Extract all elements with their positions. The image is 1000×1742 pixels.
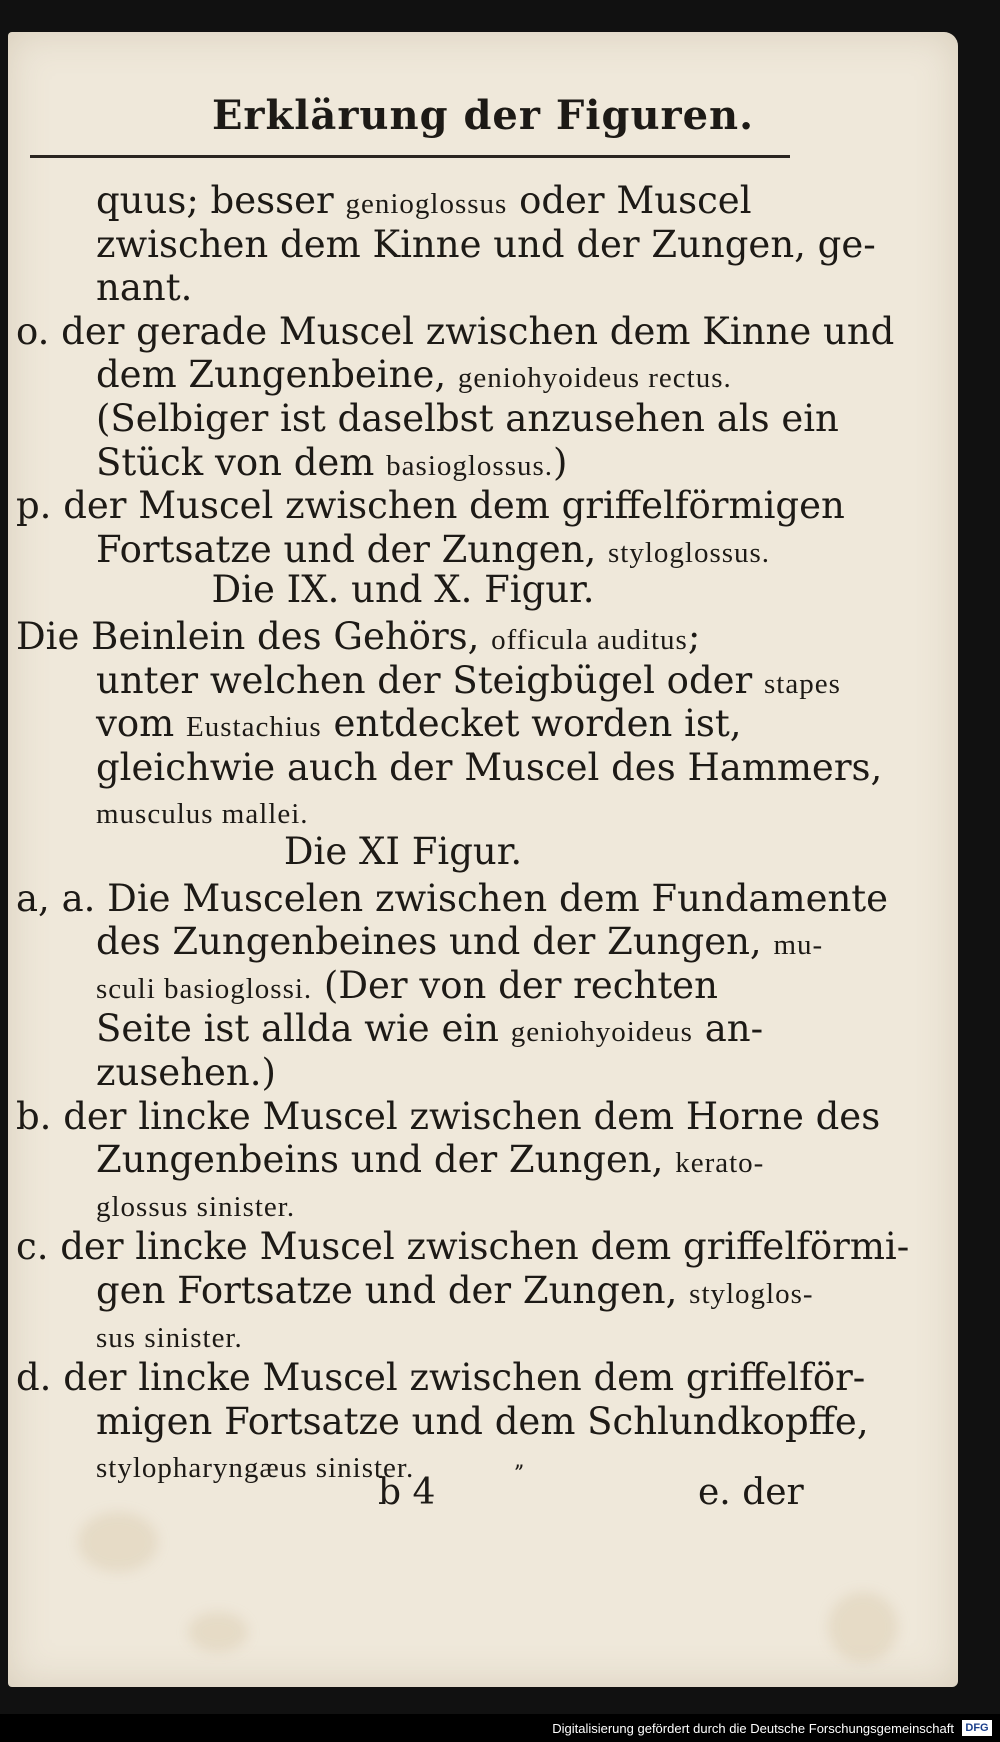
text-span: Fortsatze und der Zungen,	[96, 527, 608, 571]
text-span: a, a. Die Muscelen zwischen dem Fundamente	[16, 876, 889, 920]
text-line	[96, 1007, 764, 1051]
text-line	[96, 658, 841, 702]
latin-term: Eustachius	[186, 711, 322, 744]
text-span: oder Muscel	[507, 179, 752, 222]
text-span: Zungenbeins und der Zungen,	[96, 1138, 676, 1182]
signature-mark: b 4	[378, 1472, 436, 1513]
figure-heading: Die XI Figur.	[283, 830, 523, 873]
text-line	[96, 1316, 243, 1353]
text-line	[16, 615, 701, 658]
text-line	[96, 1138, 765, 1182]
latin-term: kerato-	[675, 1147, 765, 1180]
text-span: Die Beinlein des Gehörs,	[16, 615, 492, 658]
text-span: dem Zungenbeine,	[96, 353, 458, 397]
text-span: zusehen.)	[96, 1051, 276, 1094]
text-line	[96, 1399, 869, 1443]
text-span: gleichwie auch der Muscel des Hammers,	[96, 745, 883, 789]
digitization-credit: Digitalisierung gefördert durch die Deutsche Forschungsgemeinschaft	[552, 1721, 954, 1736]
text-span: Stück von dem	[96, 440, 387, 484]
text-line	[96, 527, 771, 571]
text-line	[16, 876, 889, 920]
text-span: )	[553, 440, 568, 484]
latin-term: stylopharyngæus sinister.	[96, 1452, 415, 1485]
latin-term: sus sinister.	[96, 1321, 243, 1354]
text-line	[16, 1225, 910, 1269]
text-line	[16, 1356, 866, 1400]
text-span: p. der Muscel zwischen dem griffelförmigen	[16, 484, 845, 528]
latin-term: geniohyoideus rectus.	[457, 362, 732, 395]
latin-term: genioglossus	[345, 188, 508, 220]
text-span: migen Fortsatze und dem Schlundkopffe,	[96, 1399, 869, 1443]
paper-stain	[188, 1612, 248, 1652]
latin-term: stapes	[763, 667, 841, 700]
catchword: e. der	[698, 1472, 804, 1513]
text-span: (Der von der rechten	[312, 963, 718, 1007]
figure-heading: Die IX. und X. Figur.	[211, 568, 595, 612]
text-span: unter welchen der Steigbügel oder	[96, 658, 764, 702]
text-line	[96, 792, 309, 829]
text-line	[16, 309, 895, 353]
text-line	[96, 1185, 295, 1222]
text-span: c. der lincke Muscel zwischen dem griffelförmi-	[16, 1225, 910, 1269]
text-line	[16, 1094, 881, 1138]
text-span: vom	[96, 702, 187, 746]
latin-term: glossus sinister.	[96, 1190, 296, 1223]
text-line	[96, 397, 839, 440]
text-span: zwischen dem Kinne und der Zungen, ge-	[96, 222, 876, 266]
text-line	[96, 179, 752, 222]
text-line	[96, 222, 876, 266]
latin-term: officula auditus	[491, 624, 688, 656]
header-rule	[30, 155, 790, 158]
text-span: nant.	[96, 266, 193, 310]
text-line	[96, 963, 718, 1007]
book-page	[8, 32, 958, 1687]
text-span: o. der gerade Muscel zwischen dem Kinne und	[16, 309, 895, 353]
text-line	[96, 440, 568, 484]
latin-term: geniohyoideus	[510, 1016, 693, 1049]
text-line	[96, 745, 883, 789]
text-line	[96, 353, 732, 397]
text-span: Seite ist allda wie ein	[96, 1007, 511, 1051]
text-line	[96, 1051, 276, 1094]
paper-stain	[78, 1512, 158, 1572]
text-line	[96, 1446, 414, 1483]
ornament-mark: ˮ	[513, 1462, 524, 1487]
latin-term: styloglossus.	[607, 536, 771, 569]
text-span: (Selbiger ist daselbst anzusehen als ein	[96, 397, 839, 440]
text-span: ;	[687, 615, 701, 658]
paper-stain	[828, 1592, 898, 1662]
text-span: b. der lincke Muscel zwischen dem Horne des	[16, 1094, 881, 1138]
text-line	[96, 920, 824, 964]
dfg-logo: DFG	[962, 1720, 992, 1736]
text-span: gen Fortsatze und der Zungen,	[96, 1269, 690, 1312]
text-span: des Zungenbeines und der Zungen,	[96, 920, 774, 964]
latin-term: musculus mallei.	[96, 798, 309, 831]
latin-term: mu-	[773, 929, 824, 962]
text-line	[96, 702, 742, 746]
footer-bar	[0, 1714, 1000, 1742]
latin-term: basioglossus.	[386, 449, 554, 482]
text-span: d. der lincke Muscel zwischen dem griffelför-	[16, 1356, 866, 1400]
text-line	[16, 484, 845, 528]
text-line	[96, 1269, 814, 1312]
text-span: an-	[692, 1007, 764, 1051]
latin-term: sculi basioglossi.	[96, 972, 313, 1005]
text-span: quus; besser	[96, 179, 346, 222]
running-head: Erklärung der Figuren.	[211, 92, 755, 139]
text-span: entdecket worden ist,	[321, 702, 742, 746]
text-line	[96, 266, 193, 310]
latin-term: styloglos-	[689, 1278, 814, 1310]
